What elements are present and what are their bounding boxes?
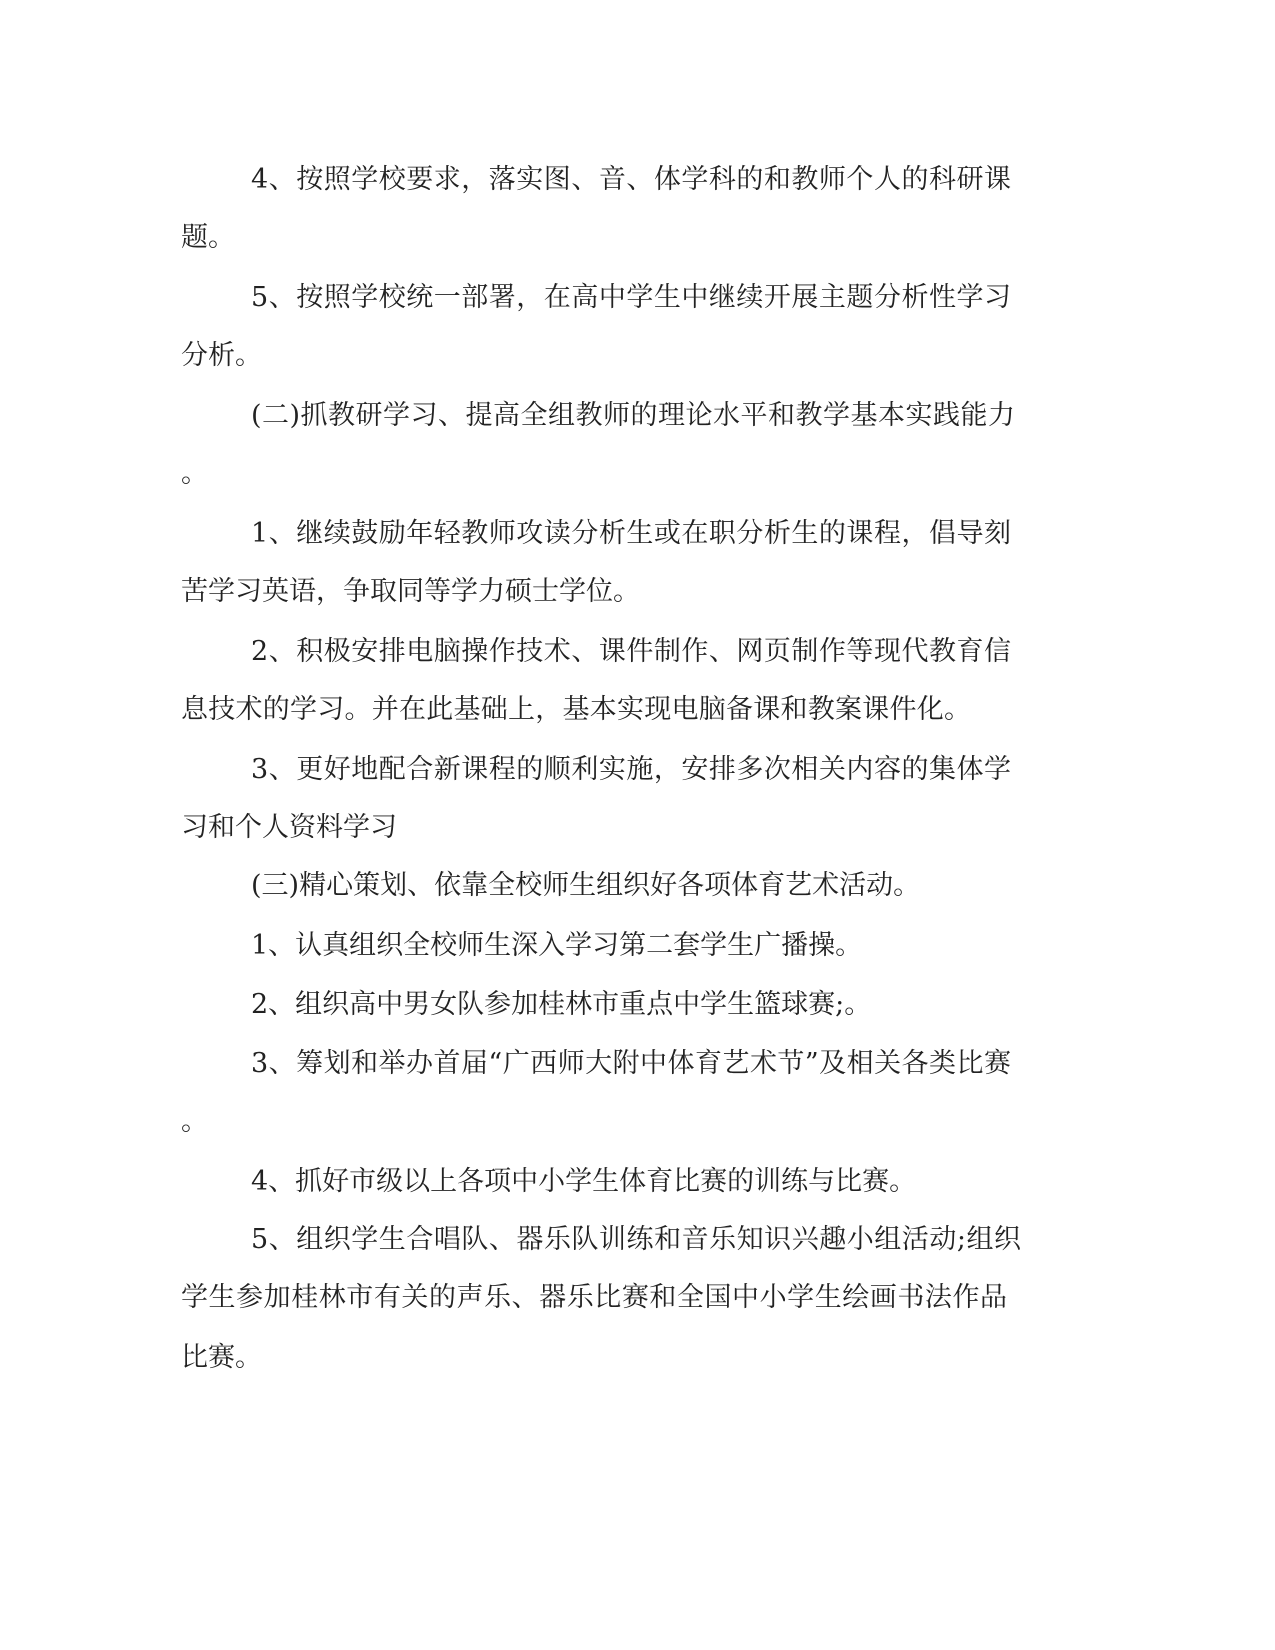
section-heading-line: (二)抓教研学习、提高全组教师的理论水平和教学基本实践能力 [251, 400, 1015, 431]
paragraph-line: 分析。 [181, 340, 262, 371]
paragraph-line: 5、按照学校统一部署，在高中学生中继续开展主题分析性学习 [251, 282, 1011, 313]
paragraph-line: 4、按照学校要求，落实图、音、体学科的和教师个人的科研课 [251, 164, 1011, 195]
paragraph-line: 1、认真组织全校师生深入学习第二套学生广播操。 [251, 930, 863, 961]
paragraph-line: 习和个人资料学习 [181, 812, 397, 843]
paragraph-line: 息技术的学习。并在此基础上，基本实现电脑备课和教案课件化。 [181, 694, 971, 725]
paragraph-line: 2、组织高中男女队参加桂林市重点中学生篮球赛;。 [251, 989, 872, 1020]
section-heading-line: (三)精心策划、依靠全校师生组织好各项体育艺术活动。 [251, 870, 921, 901]
paragraph-line: 3、更好地配合新课程的顺利实施，安排多次相关内容的集体学 [251, 754, 1011, 785]
paragraph-line: 2、积极安排电脑操作技术、课件制作、网页制作等现代教育信 [251, 636, 1011, 667]
paragraph-line: 比赛。 [181, 1342, 262, 1373]
paragraph-line: 题。 [181, 222, 235, 253]
paragraph-line: 5、组织学生合唱队、器乐队训练和音乐知识兴趣小组活动;组织 [251, 1224, 1021, 1255]
paragraph-line: 。 [181, 458, 208, 489]
paragraph-line: 3、筹划和举办首届“广西师大附中体育艺术节”及相关各类比赛 [251, 1048, 1011, 1079]
paragraph-line: 。 [181, 1106, 208, 1137]
paragraph-line: 4、抓好市级以上各项中小学生体育比赛的训练与比赛。 [251, 1166, 917, 1197]
paragraph-line: 学生参加桂林市有关的声乐、器乐比赛和全国中小学生绘画书法作品 [181, 1282, 1007, 1313]
paragraph-line: 苦学习英语，争取同等学力硕士学位。 [181, 576, 640, 607]
paragraph-line: 1、继续鼓励年轻教师攻读分析生或在职分析生的课程，倡导刻 [251, 518, 1011, 549]
